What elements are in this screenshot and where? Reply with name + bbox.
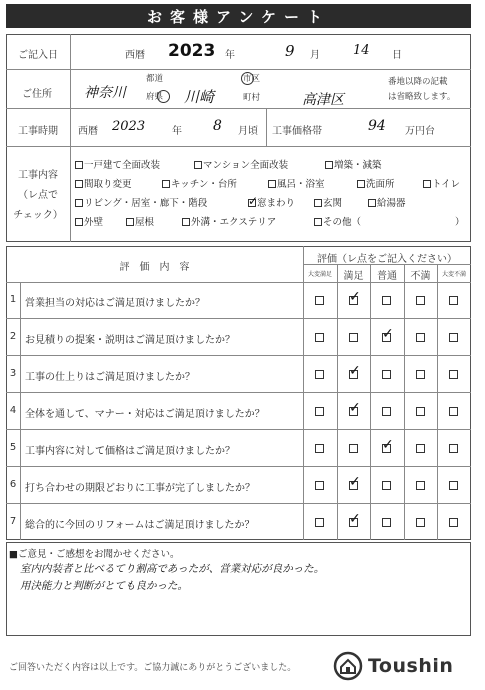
price-label: 工事価格帯 [272, 126, 322, 137]
col-normal: 普通 [377, 271, 397, 282]
col-very-satisfied: 大変満足 [307, 271, 332, 278]
check-mark-icon: ✓ [382, 437, 394, 453]
check-mark-icon: ✓ [248, 194, 259, 208]
survey-header: 評 価 内 容 [119, 262, 190, 273]
rating-checkbox[interactable] [416, 444, 425, 453]
address-note-1: 番地以降の記載 [388, 77, 448, 87]
question-text: 工事の仕上りはご満足頂けましたか？ [25, 372, 195, 383]
rating-checkbox[interactable] [382, 437, 394, 453]
rating-checkbox[interactable] [382, 296, 391, 305]
rating-checkbox[interactable] [349, 333, 358, 342]
option-exterior-wall[interactable]: 外壁 [75, 214, 103, 228]
checkbox-icon[interactable] [357, 180, 365, 188]
check-mark-icon: ✓ [349, 363, 361, 379]
checkbox-icon[interactable] [182, 218, 190, 226]
rating-checkbox[interactable] [349, 474, 361, 490]
address-label: ご住所 [22, 89, 52, 100]
option-other[interactable]: その他（ [314, 214, 361, 228]
option-water-heater[interactable]: 給湯器 [368, 195, 406, 209]
option-exterior[interactable]: 外溝・エクステリア [182, 214, 276, 228]
question-number: 5 [9, 442, 17, 453]
option-kitchen[interactable]: キッチン・台所 [162, 176, 237, 190]
rating-checkbox[interactable] [449, 444, 458, 453]
option-entrance[interactable]: 玄関 [314, 195, 342, 209]
work-era: 西暦 [78, 126, 98, 137]
checkbox-icon[interactable] [368, 199, 376, 207]
rating-checkbox[interactable] [315, 370, 324, 379]
pref-circle [157, 90, 170, 103]
rating-checkbox[interactable] [449, 296, 458, 305]
question-text: 営業担当の対応はご満足頂けましたか？ [25, 298, 205, 309]
work-period-label: 工事時期 [18, 126, 58, 137]
rating-checkbox[interactable] [315, 444, 324, 453]
question-number: 1 [9, 294, 17, 305]
rating-checkbox[interactable] [315, 333, 324, 342]
work-month-value: 8 [213, 118, 222, 134]
question-number: 3 [9, 368, 17, 379]
rating-checkbox[interactable] [315, 407, 324, 416]
rating-checkbox[interactable] [349, 511, 361, 527]
checkbox-icon[interactable] [75, 199, 83, 207]
year-unit: 年 [225, 50, 235, 61]
day-unit: 日 [392, 50, 402, 61]
rating-checkbox[interactable] [349, 363, 361, 379]
survey-title: お客様アンケート [6, 4, 471, 28]
address-note-2: は省略致します。 [388, 92, 456, 102]
col-very-dissatisfied: 大変不満 [441, 271, 466, 278]
checkbox-icon[interactable] [248, 194, 259, 208]
checkbox-icon[interactable] [194, 161, 202, 169]
question-text: 打ち合わせの期限どおりに工事が完了しましたか？ [25, 483, 255, 494]
rating-checkbox[interactable] [449, 407, 458, 416]
checkbox-icon[interactable] [268, 180, 276, 188]
rating-checkbox[interactable] [416, 370, 425, 379]
checkbox-icon[interactable] [314, 218, 322, 226]
survey-table [6, 246, 471, 540]
option-layout-change[interactable]: 間取り変更 [75, 176, 132, 190]
option-bath[interactable]: 風呂・浴室 [268, 176, 325, 190]
option-house-renovation[interactable]: 一戸建て全面改装 [75, 157, 160, 171]
month-value: 9 [285, 42, 295, 60]
col-satisfied: 満足 [343, 271, 364, 282]
check-mark-icon: ✓ [349, 289, 361, 305]
option-toilet[interactable]: トイレ [423, 176, 460, 190]
col-dissatisfied: 不満 [410, 271, 431, 282]
checkbox-icon[interactable] [75, 161, 83, 169]
comment-line-2[interactable]: 用決能力と判断がとても良かった。 [20, 580, 188, 592]
rating-checkbox[interactable] [416, 481, 425, 490]
question-number: 2 [9, 331, 17, 342]
pref-type-1: 都道 [146, 74, 164, 84]
info-section [6, 34, 471, 242]
work-year-value: 2023 [112, 119, 146, 134]
house-logo-icon [333, 651, 363, 681]
rating-checkbox[interactable] [349, 444, 358, 453]
option-mansion-renovation[interactable]: マンション全面改装 [194, 157, 288, 171]
option-other-close: ） [455, 217, 465, 228]
brand-name: Toushin [368, 655, 454, 677]
rating-checkbox[interactable] [416, 518, 425, 527]
question-text: 工事内容に対して価格はご満足頂けましたか？ [25, 446, 235, 457]
option-roof[interactable]: 屋根 [126, 214, 154, 228]
city-type-2: 町村 [243, 93, 261, 103]
question-text: お見積りの提案・説明はご満足頂けましたか？ [25, 335, 235, 346]
year-value: 2023 [168, 41, 216, 61]
content-label-3: チェック） [13, 210, 63, 221]
city-value: 川崎 [184, 88, 215, 106]
comments-label: ■ご意見・ご感想をお聞かせください。 [9, 549, 180, 560]
check-mark-icon: ✓ [349, 511, 361, 527]
rating-checkbox[interactable] [349, 400, 361, 416]
day-value: 14 [353, 43, 370, 58]
content-label-1: 工事内容 [18, 170, 58, 181]
month-unit: 月 [310, 50, 320, 61]
work-month-unit: 月頃 [238, 126, 258, 137]
rating-checkbox[interactable] [315, 518, 324, 527]
question-text: 全体を通して、マナー・対応はご満足頂けましたか？ [25, 409, 265, 420]
question-text: 総合的に今回のリフォームはご満足頂けましたか？ [25, 520, 255, 531]
comment-line-1[interactable]: 室内内装者と比べるてり割高であったが、営業対応が良かった。 [20, 563, 325, 575]
checkbox-icon[interactable] [75, 218, 83, 226]
rating-checkbox[interactable] [382, 481, 391, 490]
checkbox-icon[interactable] [75, 180, 83, 188]
rating-checkbox[interactable] [416, 333, 425, 342]
price-unit: 万円台 [405, 126, 435, 137]
checkbox-icon[interactable] [314, 199, 322, 207]
option-window[interactable]: ✓ 窓まわり [248, 194, 296, 209]
checkbox-icon[interactable] [126, 218, 134, 226]
check-mark-icon: ✓ [382, 326, 394, 342]
rating-checkbox[interactable] [449, 518, 458, 527]
rating-checkbox[interactable] [449, 481, 458, 490]
era-label: 西暦 [125, 50, 145, 61]
rating-checkbox[interactable] [416, 407, 425, 416]
rating-checkbox[interactable] [315, 296, 324, 305]
city-type-1: 市区 [243, 74, 261, 84]
checkbox-icon[interactable] [325, 161, 333, 169]
option-living[interactable]: リビング・居室・廊下・階段 [75, 195, 207, 209]
check-mark-icon: ✓ [349, 400, 361, 416]
checkbox-icon[interactable] [162, 180, 170, 188]
rating-checkbox[interactable] [416, 296, 425, 305]
price-value: 94 [368, 118, 386, 134]
ward-value: 高津区 [302, 92, 344, 108]
question-number: 4 [9, 405, 17, 416]
prefecture-value: 神奈川 [84, 85, 126, 101]
rating-checkbox[interactable] [382, 518, 391, 527]
rating-checkbox[interactable] [382, 407, 391, 416]
rating-checkbox[interactable] [382, 370, 391, 379]
city-circle [241, 72, 254, 85]
rating-checkbox[interactable] [449, 370, 458, 379]
option-extension[interactable]: 増築・減築 [325, 157, 382, 171]
question-number: 7 [9, 516, 17, 527]
content-label-2: （レ点で [18, 190, 58, 201]
option-washroom[interactable]: 洗面所 [357, 176, 395, 190]
date-label: ご記入日 [18, 50, 58, 61]
check-mark-icon: ✓ [349, 474, 361, 490]
rating-header: 評価（レ点をご記入ください） [317, 254, 457, 265]
checkbox-icon[interactable] [423, 180, 431, 188]
question-number: 6 [9, 479, 17, 490]
footer-note: ご回答いただく内容は以上です。ご協力誠にありがとうございました。 [9, 663, 297, 673]
work-year-unit: 年 [172, 126, 182, 137]
rating-checkbox[interactable] [382, 326, 394, 342]
pref-type-2: 府県 [146, 92, 164, 102]
rating-checkbox[interactable] [349, 289, 361, 305]
rating-checkbox[interactable] [315, 481, 324, 490]
rating-checkbox[interactable] [449, 333, 458, 342]
